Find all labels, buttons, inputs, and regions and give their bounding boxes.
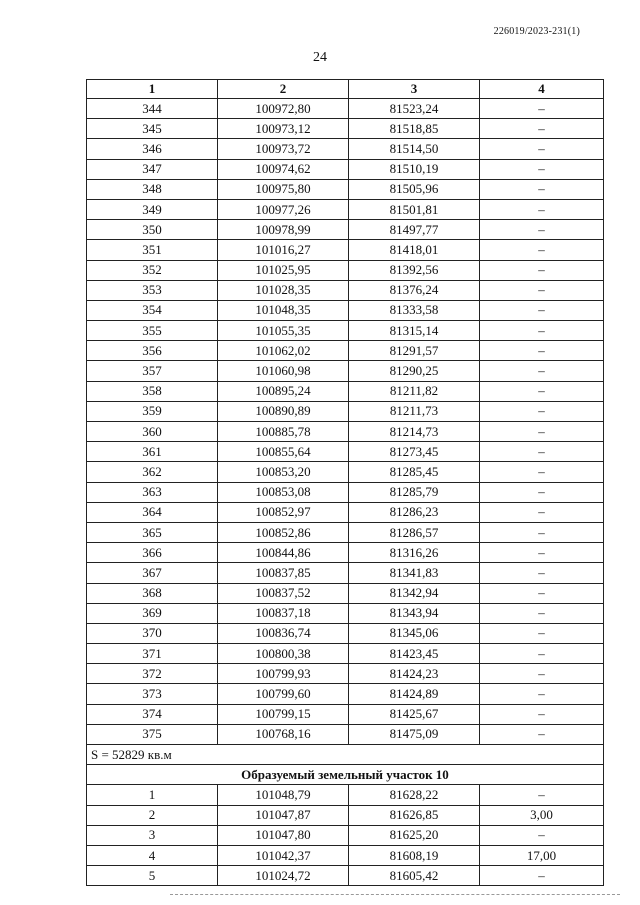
table-cell: 100837,18 xyxy=(218,603,349,623)
table-row xyxy=(87,139,604,159)
table-cell: 81211,73 xyxy=(349,401,480,421)
table-cell: 353 xyxy=(87,280,218,300)
table-cell: 100800,38 xyxy=(218,644,349,664)
column-header: 4 xyxy=(480,80,604,99)
table-row xyxy=(87,482,604,502)
table-row xyxy=(87,179,604,199)
table-cell: 100799,15 xyxy=(218,704,349,724)
table-cell: – xyxy=(480,684,604,704)
table-cell: 355 xyxy=(87,321,218,341)
column-header: 2 xyxy=(218,80,349,99)
table-cell: 101025,95 xyxy=(218,260,349,280)
table-cell: 81286,23 xyxy=(349,502,480,522)
table-cell: 100844,86 xyxy=(218,543,349,563)
table-cell: 81423,45 xyxy=(349,644,480,664)
table-row xyxy=(87,442,604,462)
table-cell: 81418,01 xyxy=(349,240,480,260)
table-cell: 344 xyxy=(87,99,218,119)
table-cell: 3,00 xyxy=(480,805,604,825)
table-cell: 100853,08 xyxy=(218,482,349,502)
table-cell: 373 xyxy=(87,684,218,704)
area-value: S = 52829 кв.м xyxy=(87,745,604,765)
table-cell: 352 xyxy=(87,260,218,280)
table-cell: 101042,37 xyxy=(218,845,349,865)
table-row xyxy=(87,522,604,542)
table-cell: 101055,35 xyxy=(218,321,349,341)
table-row xyxy=(87,280,604,300)
table-cell: 356 xyxy=(87,341,218,361)
table-cell: 362 xyxy=(87,462,218,482)
table-row xyxy=(87,684,604,704)
table-cell: – xyxy=(480,583,604,603)
table-cell: 81315,14 xyxy=(349,321,480,341)
column-header: 1 xyxy=(87,80,218,99)
table-cell: 81333,58 xyxy=(349,300,480,320)
table-cell: – xyxy=(480,321,604,341)
table-cell: 359 xyxy=(87,401,218,421)
table-cell: 81608,19 xyxy=(349,845,480,865)
table-cell: 81628,22 xyxy=(349,785,480,805)
table-cell: 1 xyxy=(87,785,218,805)
table-body xyxy=(87,99,604,745)
table-cell: 100837,85 xyxy=(218,563,349,583)
table-cell: – xyxy=(480,543,604,563)
table-row xyxy=(87,805,604,825)
table-cell: – xyxy=(480,724,604,744)
table-cell: 81376,24 xyxy=(349,280,480,300)
table-row xyxy=(87,866,604,886)
table-cell: 81605,42 xyxy=(349,866,480,886)
table-row xyxy=(87,825,604,845)
table-cell: 81290,25 xyxy=(349,361,480,381)
table-cell: 363 xyxy=(87,482,218,502)
table-row xyxy=(87,664,604,684)
table-cell: 347 xyxy=(87,159,218,179)
table-cell: 100836,74 xyxy=(218,623,349,643)
table-cell: 371 xyxy=(87,644,218,664)
document-id: 226019/2023-231(1) xyxy=(493,26,580,37)
area-row xyxy=(87,745,604,765)
table-row xyxy=(87,724,604,744)
table-row xyxy=(87,341,604,361)
table-cell: – xyxy=(480,422,604,442)
table-cell: – xyxy=(480,220,604,240)
table-cell: 349 xyxy=(87,199,218,219)
table-cell: – xyxy=(480,341,604,361)
table-cell: – xyxy=(480,563,604,583)
table-cell: 81475,09 xyxy=(349,724,480,744)
table-cell: 100799,60 xyxy=(218,684,349,704)
table-row xyxy=(87,583,604,603)
table-cell: – xyxy=(480,179,604,199)
table-cell: 81510,19 xyxy=(349,159,480,179)
table-cell: 81514,50 xyxy=(349,139,480,159)
table-cell: – xyxy=(480,139,604,159)
table-cell: 81211,82 xyxy=(349,381,480,401)
table-cell: 2 xyxy=(87,805,218,825)
table-cell: – xyxy=(480,119,604,139)
table-row xyxy=(87,159,604,179)
table-cell: 101028,35 xyxy=(218,280,349,300)
table-cell: – xyxy=(480,623,604,643)
table-row xyxy=(87,300,604,320)
table-cell: – xyxy=(480,482,604,502)
page-number: 24 xyxy=(313,50,327,65)
table-row xyxy=(87,502,604,522)
table-cell: 354 xyxy=(87,300,218,320)
table-cell: 374 xyxy=(87,704,218,724)
table-row xyxy=(87,462,604,482)
table-cell: 364 xyxy=(87,502,218,522)
table-cell: 369 xyxy=(87,603,218,623)
table-row xyxy=(87,543,604,563)
table-cell: 370 xyxy=(87,623,218,643)
table-cell: – xyxy=(480,462,604,482)
table-cell: 100972,80 xyxy=(218,99,349,119)
table-cell: 100895,24 xyxy=(218,381,349,401)
table-cell: 367 xyxy=(87,563,218,583)
table-cell: 346 xyxy=(87,139,218,159)
coordinates-table xyxy=(86,79,604,886)
table-cell: – xyxy=(480,280,604,300)
table-cell: 81291,57 xyxy=(349,341,480,361)
table-cell: 100885,78 xyxy=(218,422,349,442)
table-row xyxy=(87,422,604,442)
section-table-body xyxy=(87,785,604,886)
table-cell: 81424,89 xyxy=(349,684,480,704)
table-cell: 366 xyxy=(87,543,218,563)
table-row xyxy=(87,99,604,119)
table-cell: 100852,86 xyxy=(218,522,349,542)
table-cell: 100852,97 xyxy=(218,502,349,522)
table-cell: 5 xyxy=(87,866,218,886)
table-cell: 100837,52 xyxy=(218,583,349,603)
table-cell: 345 xyxy=(87,119,218,139)
table-row xyxy=(87,704,604,724)
table-cell: – xyxy=(480,502,604,522)
footer-line xyxy=(170,894,620,897)
table-cell: – xyxy=(480,644,604,664)
table-cell: – xyxy=(480,866,604,886)
table-cell: 101047,80 xyxy=(218,825,349,845)
table-row xyxy=(87,381,604,401)
table-row xyxy=(87,361,604,381)
table-row xyxy=(87,119,604,139)
table-cell: 81497,77 xyxy=(349,220,480,240)
table-cell: 360 xyxy=(87,422,218,442)
table-cell: 100855,64 xyxy=(218,442,349,462)
table-cell: 100977,26 xyxy=(218,199,349,219)
table-cell: 100973,12 xyxy=(218,119,349,139)
table-cell: 361 xyxy=(87,442,218,462)
table-cell: – xyxy=(480,260,604,280)
table-cell: 100890,89 xyxy=(218,401,349,421)
table-cell: 81505,96 xyxy=(349,179,480,199)
table-cell: 81316,26 xyxy=(349,543,480,563)
table-cell: – xyxy=(480,522,604,542)
table-cell: 350 xyxy=(87,220,218,240)
table-cell: 81343,94 xyxy=(349,603,480,623)
table-cell: – xyxy=(480,401,604,421)
table-cell: 100768,16 xyxy=(218,724,349,744)
table-cell: 81425,67 xyxy=(349,704,480,724)
table-cell: – xyxy=(480,381,604,401)
table-header-row xyxy=(87,80,604,99)
table-cell: 100975,80 xyxy=(218,179,349,199)
table-cell: 81501,81 xyxy=(349,199,480,219)
table-cell: 368 xyxy=(87,583,218,603)
table-cell: 101024,72 xyxy=(218,866,349,886)
table-cell: 4 xyxy=(87,845,218,865)
table-cell: 351 xyxy=(87,240,218,260)
table-cell: 81518,85 xyxy=(349,119,480,139)
table-cell: 100978,99 xyxy=(218,220,349,240)
table-cell: 348 xyxy=(87,179,218,199)
table-cell: 101060,98 xyxy=(218,361,349,381)
table-cell: 81214,73 xyxy=(349,422,480,442)
table-row xyxy=(87,785,604,805)
table-cell: 81273,45 xyxy=(349,442,480,462)
table-cell: – xyxy=(480,704,604,724)
table-row xyxy=(87,603,604,623)
table-cell: 100853,20 xyxy=(218,462,349,482)
table-row xyxy=(87,199,604,219)
table-cell: 101048,79 xyxy=(218,785,349,805)
table-row xyxy=(87,321,604,341)
table-row xyxy=(87,401,604,421)
table-row xyxy=(87,623,604,643)
column-header: 3 xyxy=(349,80,480,99)
table-cell: – xyxy=(480,442,604,462)
table-cell: 81625,20 xyxy=(349,825,480,845)
table-cell: – xyxy=(480,159,604,179)
table-cell: 81345,06 xyxy=(349,623,480,643)
table-row xyxy=(87,644,604,664)
table-cell: 81626,85 xyxy=(349,805,480,825)
table-cell: 372 xyxy=(87,664,218,684)
section-title-row xyxy=(87,765,604,785)
table-cell: 101016,27 xyxy=(218,240,349,260)
table-row xyxy=(87,220,604,240)
table-cell: 81341,83 xyxy=(349,563,480,583)
table-row xyxy=(87,563,604,583)
table-cell: 81286,57 xyxy=(349,522,480,542)
table-cell: 357 xyxy=(87,361,218,381)
table-cell: 101047,87 xyxy=(218,805,349,825)
table-cell: 100799,93 xyxy=(218,664,349,684)
table-cell: – xyxy=(480,785,604,805)
table-cell: – xyxy=(480,664,604,684)
table-cell: 100974,62 xyxy=(218,159,349,179)
table-cell: 81392,56 xyxy=(349,260,480,280)
table-cell: 81285,79 xyxy=(349,482,480,502)
table-cell: 358 xyxy=(87,381,218,401)
table-cell: 3 xyxy=(87,825,218,845)
table-cell: 101062,02 xyxy=(218,341,349,361)
table-cell: 375 xyxy=(87,724,218,744)
table-cell: 101048,35 xyxy=(218,300,349,320)
table-row xyxy=(87,845,604,865)
table-cell: – xyxy=(480,99,604,119)
table-cell: 81523,24 xyxy=(349,99,480,119)
table-cell: – xyxy=(480,300,604,320)
table-cell: 365 xyxy=(87,522,218,542)
table-row xyxy=(87,260,604,280)
section-title: Образуемый земельный участок 10 xyxy=(87,765,604,785)
table-cell: – xyxy=(480,240,604,260)
table-cell: – xyxy=(480,825,604,845)
table-cell: – xyxy=(480,603,604,623)
table-cell: 81424,23 xyxy=(349,664,480,684)
table-cell: 81342,94 xyxy=(349,583,480,603)
table-cell: – xyxy=(480,199,604,219)
table-cell: – xyxy=(480,361,604,381)
table-cell: 100973,72 xyxy=(218,139,349,159)
table-row xyxy=(87,240,604,260)
table-cell: 17,00 xyxy=(480,845,604,865)
table-cell: 81285,45 xyxy=(349,462,480,482)
